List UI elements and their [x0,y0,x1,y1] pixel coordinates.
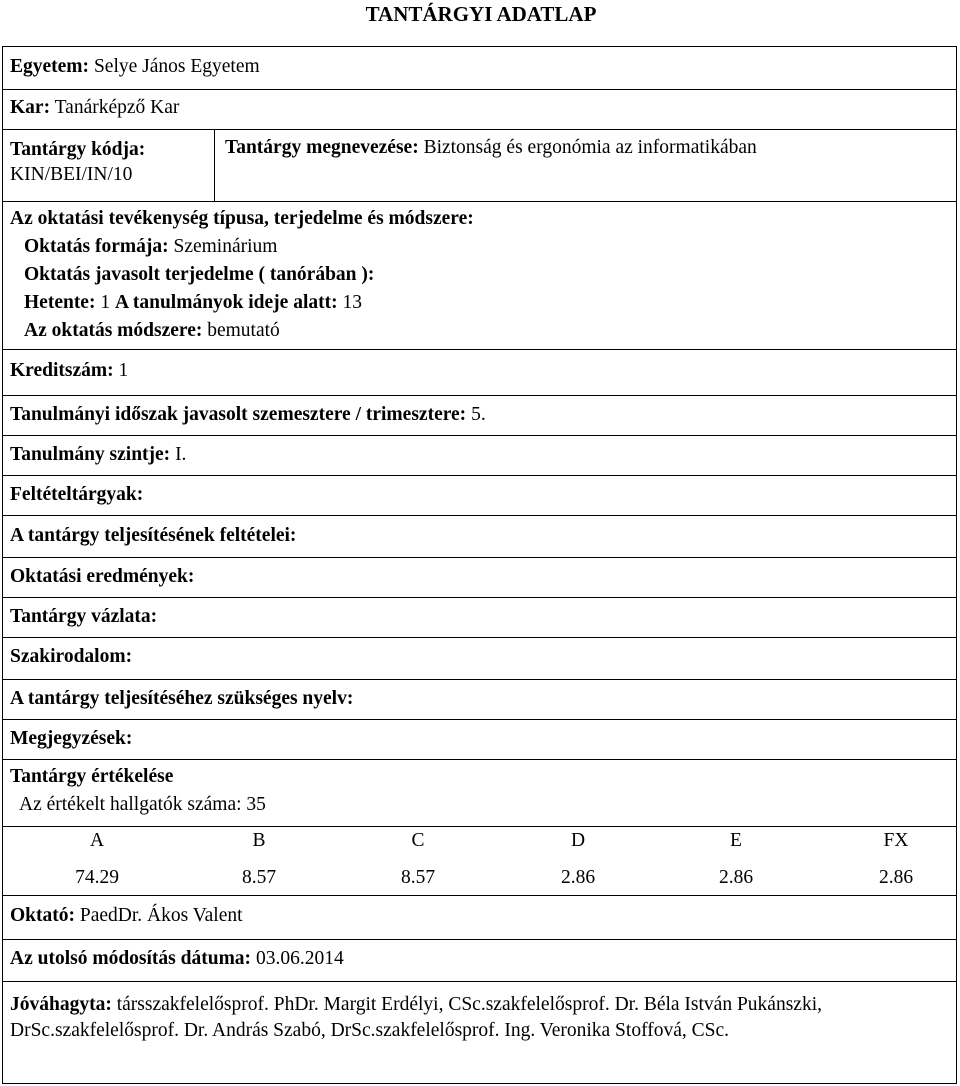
semester-label: Tanulmányi időszak javasolt szemesztere / trimesztere: [10,404,467,425]
approved-value: társszakfelelősprof. PhDr. Margit Erdélyi, CSc.szakfelelősprof. Dr. Béla István Pukánszki, DrSc.szakfelelősprof. Dr. András Szabó, DrSc.szakfelelősprof. Ing. Veronika Stoffová, CSc. [10,994,822,1041]
teaching-form-label: Oktatás formája: [24,236,169,257]
teaching-heading: Az oktatási tevékenység típusa, terjedelme és módszere: [10,208,474,229]
method-label: Az oktatás módszere: [24,320,203,341]
last-modified-value: 03.06.2014 [255,948,344,969]
faculty-value: Tanárképző Kar [54,97,180,118]
literature-label: Szakirodalom: [10,646,133,667]
evaluated-count: Az értékelt hallgatók száma: 35 [19,794,266,815]
course-name-label: Tantárgy megnevezése: [225,137,419,158]
document-title: TANTÁRGYI ADATLAP [365,2,597,26]
evaluation-heading: Tantárgy értékelése [10,766,174,787]
semester-value: 5. [471,404,486,425]
level-label: Tanulmány szintje: [10,444,171,465]
faculty-row [3,89,956,129]
teaching-scope-label: Oktatás javasolt terjedelme ( tanórában ): [24,264,375,285]
grade-e-header: E [730,830,742,851]
method-value: bemutató [207,320,280,341]
grade-table-divider [3,826,956,827]
grade-d-value: 2.86 [560,867,596,888]
course-code-label: Tantárgy kódja: [10,139,146,160]
requirements-row [3,515,956,557]
grade-a-value: 74.29 [75,867,119,888]
last-modified-row [3,939,956,981]
level-value: I. [175,444,187,465]
approved-label: Jóváhagyta: [10,994,112,1015]
level-row [3,435,956,475]
teaching-row [3,201,956,349]
faculty-label: Kar: [10,97,51,118]
course-name-value: Biztonság és ergonómia az informatikában [423,137,757,158]
grade-a-header: A [89,830,105,851]
outline-label: Tantárgy vázlata: [10,606,158,627]
notes-label: Megjegyzések: [10,728,133,749]
prerequisites-label: Feltételtárgyak: [10,484,144,505]
language-label: A tantárgy teljesítéséhez szükséges nyelv: [10,688,354,709]
university-row [3,47,956,89]
course-identity-row [3,129,956,201]
course-sheet [2,46,957,1084]
last-modified-label: Az utolsó módosítás dátuma: [10,948,252,969]
lecturer-value: PaedDr. Ákos Valent [79,905,243,926]
grade-fx-value: 2.86 [878,867,914,888]
outcomes-label: Oktatási eredmények: [10,566,195,587]
course-name-cell [215,130,956,201]
course-code-cell [3,130,215,201]
lecturer-row [3,895,956,939]
grade-b-value: 8.57 [241,867,277,888]
grade-fx-header: FX [883,830,909,851]
total-value: 13 [342,292,362,313]
grade-b-header: B [252,830,266,851]
grade-c-value: 8.57 [400,867,436,888]
lecturer-label: Oktató: [10,905,75,926]
semester-row [3,395,956,435]
language-row [3,679,956,719]
grade-e-value: 2.86 [718,867,754,888]
outcomes-row [3,557,956,597]
prerequisites-row [3,475,956,515]
credits-label: Kreditszám: [10,360,114,381]
literature-row [3,637,956,679]
approved-row [3,981,956,1083]
grade-d-header: D [570,830,586,851]
credits-row [3,349,956,395]
weekly-label: Hetente: [24,292,96,313]
teaching-form-value: Szeminárium [173,236,278,257]
total-label: A tanulmányok ideje alatt: [114,292,338,313]
notes-row [3,719,956,759]
weekly-value: 1 [100,292,111,313]
university-label: Egyetem: [10,56,90,77]
requirements-label: A tantárgy teljesítésének feltételei: [10,525,297,546]
credits-value: 1 [118,360,129,381]
evaluation-row [3,759,956,895]
university-value: Selye János Egyetem [93,56,260,77]
outline-row [3,597,956,637]
course-code-value: KIN/BEI/IN/10 [10,164,133,185]
grade-c-header: C [411,830,425,851]
